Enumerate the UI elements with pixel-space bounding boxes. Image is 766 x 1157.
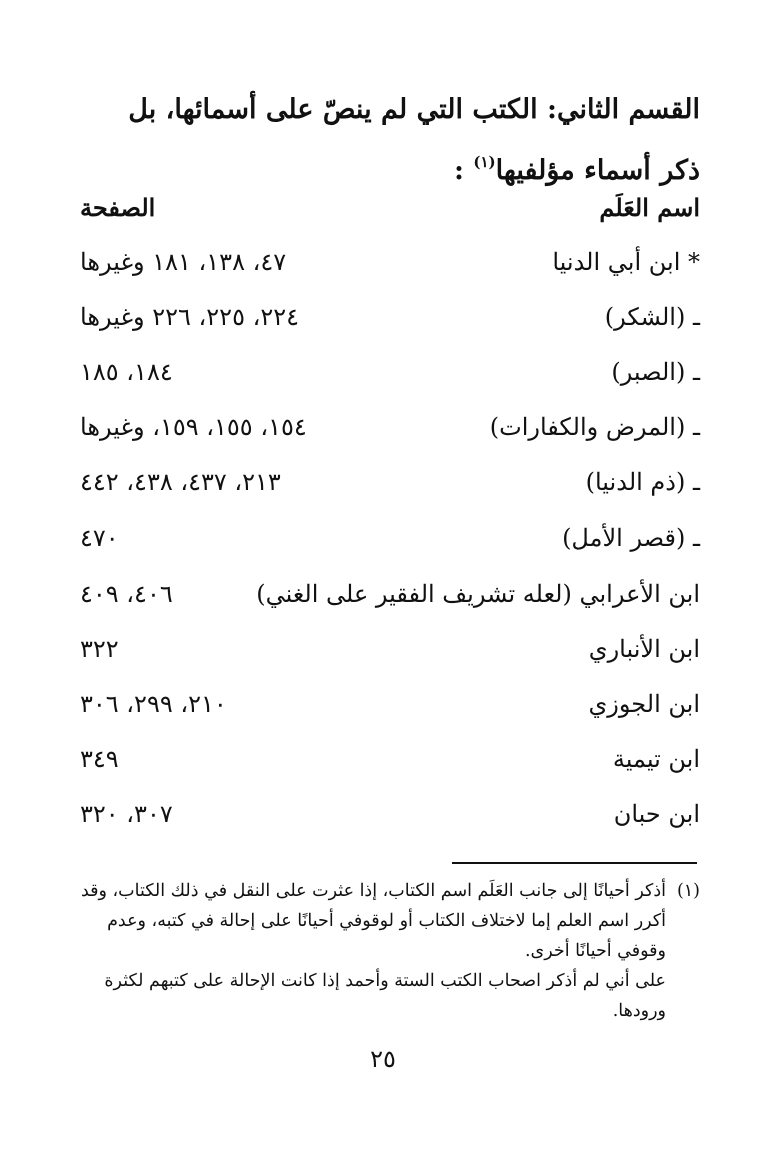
entry-pages: ٣٢٢ <box>80 635 119 663</box>
footnote-reference: (١) <box>473 153 496 171</box>
entry-name: ـ (الشكر) <box>604 303 700 331</box>
table-row <box>80 295 700 339</box>
section-heading-text: القسم الثاني: الكتب التي لم ينصّ على أسمائها، بل ذكر أسماء مؤلفيها <box>128 94 700 186</box>
entry-name: ـ (الصبر) <box>611 358 700 386</box>
entry-pages: ١٥٤، ١٥٥، ١٥٩، وغيرها <box>80 413 307 441</box>
entry-pages: ٢٢٤، ٢٢٥، ٢٢٦ وغيرها <box>80 303 299 331</box>
table-row <box>80 572 700 616</box>
table-row <box>80 737 700 781</box>
footnote-separator <box>452 862 697 864</box>
table-row <box>80 405 700 449</box>
entry-name: ابن حبان <box>613 800 700 828</box>
footnote-paragraph: أذكر أحيانًا إلى جانب العَلَم اسم الكتاب، إذا عثرت على النقل في ذلك الكتاب، وقد أكرر اسم العلم إما لاختلاف الكتاب أو لوقوفي أحيانًا على إحالة في كتبه، وعدم وقوفي أحيانًا أخرى. <box>80 881 666 961</box>
footnote <box>80 876 700 1026</box>
table-row <box>80 460 700 504</box>
table-row <box>80 516 700 560</box>
column-header-name: اسم العَلَم <box>599 193 700 222</box>
entry-pages: ٤٧، ١٣٨، ١٨١ وغيرها <box>80 248 287 276</box>
entry-name: ابن الأنباري <box>588 635 700 663</box>
entry-pages: ٤٠٦، ٤٠٩ <box>80 580 173 608</box>
entry-name: ـ (المرض والكفارات) <box>489 413 700 441</box>
entry-pages: ١٨٤، ١٨٥ <box>80 358 173 386</box>
footnote-paragraph: على أني لم أذكر اصحاب الكتب الستة وأحمد إذا كانت الإحالة على كتبهم لكثرة ورودها. <box>104 971 666 1021</box>
table-row <box>80 627 700 671</box>
table-header <box>80 186 700 230</box>
entry-name: ابن الأعرابي (لعله تشريف الفقير على الغني) <box>256 580 700 608</box>
section-heading <box>80 84 700 197</box>
table-row <box>80 792 700 836</box>
entry-pages: ٢١٣، ٤٣٧، ٤٣٨، ٤٤٢ <box>80 468 281 496</box>
footnotes <box>80 876 700 1026</box>
table-row <box>80 350 700 394</box>
entry-name: ـ (قصر الأمل) <box>562 524 700 552</box>
entry-name: ابن تيمية <box>612 745 700 773</box>
entry-pages: ٤٧٠ <box>80 524 119 552</box>
page-number: ٢٥ <box>370 1045 396 1073</box>
table-row <box>80 682 700 726</box>
entry-name: ـ (ذم الدنيا) <box>585 468 700 496</box>
entry-pages: ٢١٠، ٢٩٩، ٣٠٦ <box>80 690 227 718</box>
table-row <box>80 240 700 284</box>
column-header-pages: الصفحة <box>80 193 156 222</box>
entry-pages: ٣٤٩ <box>80 745 119 773</box>
entry-name: * ابن أبي الدنيا <box>552 248 700 276</box>
entry-pages: ٣٠٧، ٣٢٠ <box>80 800 173 828</box>
section-heading-colon: : <box>453 155 464 186</box>
entry-name: ابن الجوزي <box>588 690 700 718</box>
footnote-number: (١) <box>676 881 700 901</box>
